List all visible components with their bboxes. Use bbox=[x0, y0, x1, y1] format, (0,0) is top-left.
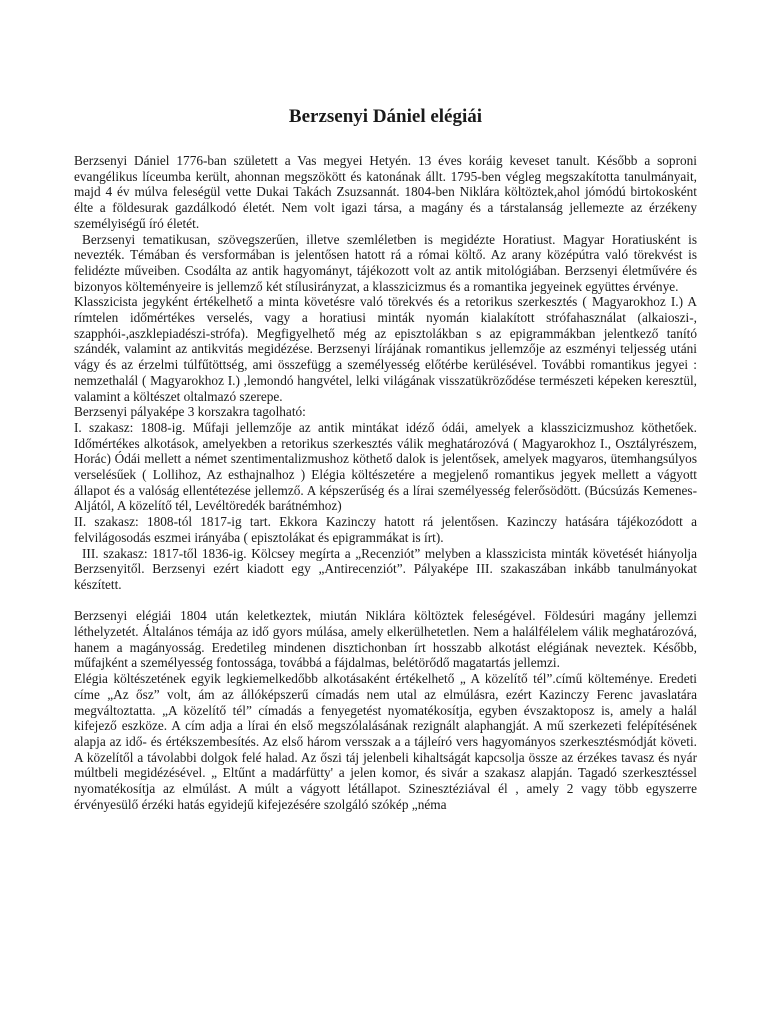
paragraph-biography: Berzsenyi Dániel 1776-ban született a Vas megyei Hetyén. 13 éves koráig keveset tanult. Később a soproni evangélikus líceumba került, ahonnan megszökött és katonának állt. 1795-ben végleg megszakította tanulmányait, majd 4 év múlva feleségül vette Dukai Takách Zsuzsannát. 1804-ben Niklára költöztek,ahol jómódú birtokosként élte a földesurak gazdálkodó életét. Nem volt igazi társa, a magány és a társtalanság jellemezte az érzékeny személyiségű író életét. bbox=[74, 153, 697, 231]
paragraph-spacer bbox=[74, 593, 697, 609]
paragraph-stylistic-features: Klasszicista jegyként értékelhető a minta követésre való törekvés és a retorikus szerkesztés ( Magyarokhoz I.) A rímtelen időmértékes verselés, vagy a horatiusi minták nyomán kialakított strófahasználat (alkaioszi-, szapphói-,aszklepiadészi-strófa). Megfigyelhető még az episztolákban s az epigrammákban jelentkező tanító szándék, valamint az antikvitás megidézése. Berzsenyi lírájának romantikus jellemzője az eszményi teljesség utáni vágy és az érzelmi túlfűtöttség, ami összefügg a személyesség előtérbe kerülésével. További romantikus jegyei : nemzethalál ( Magyarokhoz I.) ,lemondó hangvétel, lelki világának visszatükröződése természeti képeken keresztül, valamint a költészet oltalmazó szerepe. bbox=[74, 294, 697, 404]
paragraph-kozelito-tel: Elégia költészetének egyik legkiemelkedőbb alkotásaként értékelhető „ A közelítő tél”.című költeménye. Eredeti címe „Az ősz” volt, ám az állóképszerű címadás nem utal az elmúlásra, ezért Kazinczy Ferenc javaslatára megváltoztatta. „A közelítő tél” címadás a fenyegetést nyomatékosítja, egyben évszaktoposz is, amely a halál kifejező eszköze. A cím adja a lírai én első megszólalásának rezignált alaphangját. A mű szerkezeti felépítésének alapja az idő- és értékszembesítés. Az első három versszak a a tájleíró vers hagyományos szerkesztésmódját követi. A közelítől a távolabbi dolgok felé halad. Az őszi táj jelenbeli kihaltságát kapcsolja össze az érzékes tavasz és nyár múltbeli megidézésével. „ Eltűnt a madárfütty' a jelen komor, és sivár a szakasz alapján. Tagadó szerkesztéssel nyomatékosítja az elmúlást. A múlt a vágyott létállapot. Szinesztéziával él , amely 2 vagy több egyszerre érvényesülő érzéki hatás egyidejű kifejezésére szolgáló szókép „néma bbox=[74, 671, 697, 812]
paragraph-career-intro: Berzsenyi pályaképe 3 korszakra tagolható: bbox=[74, 404, 306, 420]
paragraph-period-3: III. szakasz: 1817-től 1836-ig. Kölcsey megírta a „Recenziót” melyben a klasszicista minták követését hiányolja Berzsenyitől. Berzsenyi ezért kiadott egy „Antirecenziót”. Pályaképe III. szakaszában inkább tanulmányokat készített. bbox=[74, 545, 697, 592]
paragraph-elegies: Berzsenyi elégiái 1804 után keletkeztek, miután Niklára költöztek feleségével. Földesúri magány jellemzi léthelyzetét. Általános témája az idő gyors múlása, amely elkerülhetetlen. Nem a halálfélelem válik meghatározóvá, hanem a magányosság. Eredetileg mindenen disztichonban írt hosszabb alkotást elégiának neveztek. Később, műfajként a személyesség fontossága, továbbá a fájdalmas, belétörődő magatartás jellemzi. bbox=[74, 608, 697, 671]
paragraph-period-2: II. szakasz: 1808-tól 1817-ig tart. Ekkora Kazinczy hatott rá jelentősen. Kazinczy hatására tájékozódott a felvilágosodás eszmei irányába ( episztolákat és epigrammákat is írt). bbox=[74, 514, 697, 545]
document-title: Berzsenyi Dániel elégiái bbox=[288, 106, 483, 127]
document-body bbox=[74, 153, 697, 813]
document-page bbox=[74, 0, 697, 1024]
paragraph-period-1: I. szakasz: 1808-ig. Műfaji jellemzője az antik mintákat idéző ódái, amelyek a klasszicizmushoz köthetőek. Időmértékes alkotások, amelyekben a retorikus szerkesztés válik meghatározóvá ( Magyarokhoz I., Osztályrészem, Horác) Ódái mellett a német szentimentalizmushoz köthető dalok is jelentősek, amelyek magyaros, ütemhangsúlyos verselésűek ( Lollihoz, Az esthajnalhoz ) Elégia költészetére a megjelenő romantikus jegyek mellett a vágyott állapot és a valóság ellentétezése jellemző. A képszerűség és a lírai személyesség felerősödött. (Búcsúzás Kemenes-Aljától, A közelítő tél, Levéltöredék barátnémhoz) bbox=[74, 419, 697, 514]
paragraph-horatius: Berzsenyi tematikusan, szövegszerűen, illetve szemléletben is megidézte Horatiust. Magyar Horatiusként is nevezték. Témában és versformában is jelentősen hatott rá a római költő. Az arany középútra való törekvést is felidézte műveiben. Csodálta az antik hagyományt, tájékozott volt az antik mitológiában. Berzsenyi életművére és bizonyos költeményeire is jellemző két stílusirányzat, a klasszicizmus és a romantika jegyeinek együttes érvénye. bbox=[74, 231, 697, 294]
